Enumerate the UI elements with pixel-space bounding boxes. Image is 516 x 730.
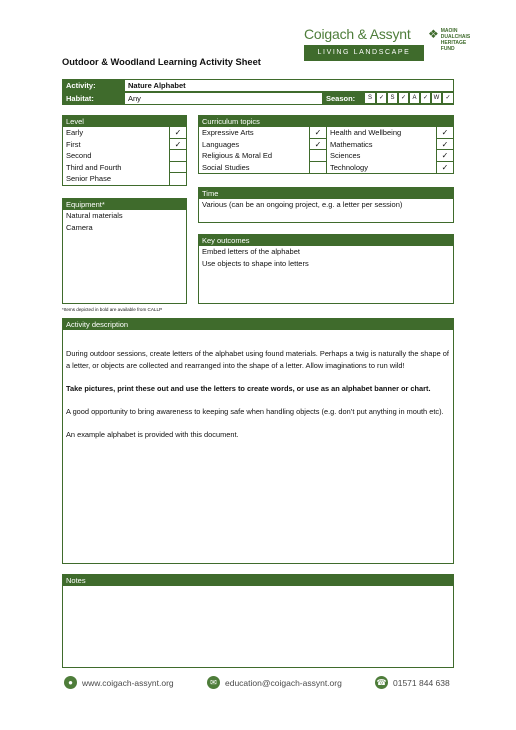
footer-phone[interactable] [375,676,450,689]
description-header: Activity description [63,319,453,330]
season-label: Season: [323,93,365,104]
description-paragraph: An example alphabet is provided with this document. [66,429,239,439]
description-paragraph: During outdoor sessions, create letters of the alphabet using found materials. Perhaps a twig is naturally the shape of a letter, or objects are collected and rearranged into the shape of a letter. Allow imaginations to run wild! [66,349,449,370]
check-icon: ✓ [436,150,453,162]
empty-checkbox [169,173,186,185]
habitat-value: Any [125,93,323,104]
footer-website[interactable] [64,676,174,689]
check-icon: ✓ [436,139,453,151]
equipment-item: Camera [66,222,93,232]
activity-label: Activity: [63,80,125,92]
curriculum-item: Mathematics [330,139,373,149]
level-item: First [66,139,81,149]
check-icon: ✓ [436,162,453,174]
curriculum-item: Health and Wellbeing [330,128,402,137]
equipment-box [62,198,187,304]
equipment-footnote: *Items depicted in bold are available from CALLP [62,307,163,312]
footer [62,676,454,692]
funder-text: MAOIN DUALCHAIS HERITAGE FUND [440,28,471,52]
check-icon: ✓ [169,139,186,151]
curriculum-item: Social Studies [202,162,250,172]
footer-email[interactable] [207,676,342,689]
curriculum-item: Technology [330,162,368,172]
season-letter: S [387,93,398,104]
page-title: Outdoor & Woodland Learning Activity Sheet [62,57,261,67]
org-band: LIVING LANDSCAPE [304,45,424,61]
season-check-icon: ✓ [442,93,453,104]
equipment-header: Equipment* [63,199,186,210]
level-item: Second [66,151,92,160]
season-check-icon: ✓ [398,93,409,104]
curriculum-item: Expressive Arts [202,128,254,137]
habitat-label: Habitat: [63,93,125,104]
phone-number[interactable]: 01571 844 638 [393,677,450,688]
description-box [62,318,454,564]
level-table [62,115,187,186]
outcome-item: Use objects to shape into letters [202,258,309,268]
season-check-icon: ✓ [420,93,431,104]
curriculum-item: Religious & Moral Ed [202,151,273,160]
level-item: Early [66,128,84,137]
notes-box [62,574,454,668]
globe-icon: ● [64,676,77,689]
check-icon: ✓ [436,127,453,139]
outcomes-header: Key outcomes [199,235,453,246]
envelope-icon: ✉ [207,676,220,689]
level-item: Third and Fourth [66,162,122,172]
season-letter: W [431,93,442,104]
time-box [198,187,454,223]
outcome-item: Embed letters of the alphabet [202,247,300,256]
season-check-icon: ✓ [376,93,387,104]
outcomes-box [198,234,454,304]
curriculum-item: Sciences [330,151,361,160]
curriculum-item: Languages [202,139,240,149]
time-value: Various (can be an ongoing project, e.g. a letter per session) [202,200,403,209]
empty-checkbox [309,162,326,174]
check-icon: ✓ [309,139,326,151]
org-name: Coigach & Assynt [304,26,411,42]
curriculum-header: Curriculum topics [199,116,453,127]
empty-checkbox [169,150,186,162]
empty-checkbox [169,162,186,174]
description-paragraph: A good opportunity to bring awareness to keeping safe when handling objects (e.g. don’t put anything in mouth etc). [66,406,444,416]
equipment-item: Natural materials [66,211,123,220]
curriculum-table [198,115,454,174]
season-letter: A [409,93,420,104]
fund-logo-icon: ❖ [428,27,439,41]
description-paragraph-bold: Take pictures, print these out and use the letters to create words, or use as an alphabet banner or chart. [66,383,431,393]
season-letter: S [365,93,376,104]
notes-header: Notes [63,575,453,586]
phone-icon: ☎ [376,678,387,687]
check-icon: ✓ [309,127,326,139]
time-header: Time [199,188,453,199]
empty-checkbox [309,150,326,162]
level-item: Senior Phase [66,174,112,183]
funder-logo [428,28,478,52]
level-header: Level [63,116,186,127]
activity-block [62,79,454,105]
email-link[interactable]: education@coigach-assynt.org [225,677,342,688]
website-link[interactable]: www.coigach-assynt.org [82,677,174,688]
activity-value: Nature Alphabet [125,80,453,92]
check-icon: ✓ [169,127,186,139]
